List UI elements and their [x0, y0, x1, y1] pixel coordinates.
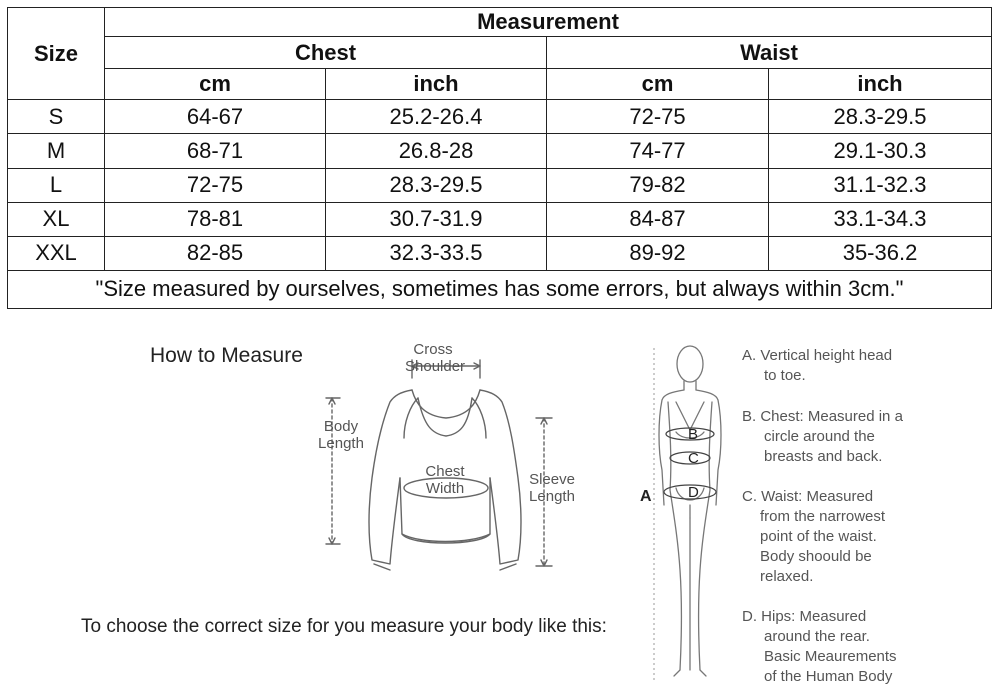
unit-header: cm — [105, 69, 326, 100]
table-cell: 74-77 — [547, 134, 769, 168]
waist-header: Waist — [547, 37, 992, 69]
size-cell: L — [8, 168, 105, 202]
table-cell: 72-75 — [547, 100, 769, 134]
measurement-legend — [742, 346, 992, 687]
chest-header: Chest — [105, 37, 547, 69]
table-row — [8, 236, 992, 270]
measurement-header: Measurement — [105, 8, 992, 37]
how-to-measure-title: How to Measure — [150, 344, 303, 367]
table-cell: 84-87 — [547, 202, 769, 236]
table-row — [8, 202, 992, 236]
table-row — [8, 134, 992, 168]
size-chart-table — [7, 7, 992, 309]
marker-b: B — [688, 426, 699, 443]
table-cell: 26.8-28 — [326, 134, 547, 168]
size-header: Size — [8, 8, 105, 100]
cross-shoulder-label: Cross Shoulder — [405, 341, 466, 375]
body-length-label: Body Length — [318, 418, 364, 452]
size-cell: XXL — [8, 236, 105, 270]
size-note: "Size measured by ourselves, sometimes has some errors, but always within 3cm." — [8, 270, 992, 308]
marker-a: A — [640, 488, 652, 505]
size-cell: S — [8, 100, 105, 134]
sleeve-length-label: Sleeve Length — [529, 471, 575, 505]
table-cell: 68-71 — [105, 134, 326, 168]
legend-item-c: C. Waist: Measured from the narrowest point of the waist. Body shoould be relaxed. — [742, 488, 886, 585]
body-figure-illustration — [640, 340, 740, 690]
table-row — [8, 100, 992, 134]
legend-item-d: D. Hips: Measured around the rear. Basic Meaurements of the Human Body — [742, 608, 897, 685]
marker-d: D — [688, 484, 699, 501]
table-cell: 89-92 — [547, 236, 769, 270]
table-cell: 28.3-29.5 — [769, 100, 992, 134]
table-cell: 64-67 — [105, 100, 326, 134]
table-cell: 25.2-26.4 — [326, 100, 547, 134]
unit-header: inch — [326, 69, 547, 100]
table-cell: 79-82 — [547, 168, 769, 202]
size-cell: XL — [8, 202, 105, 236]
table-cell: 35-36.2 — [769, 236, 992, 270]
marker-c: C — [688, 450, 699, 467]
table-cell: 72-75 — [105, 168, 326, 202]
table-cell: 31.1-32.3 — [769, 168, 992, 202]
measure-instruction: To choose the correct size for you measure your body like this: — [81, 616, 607, 637]
table-cell: 28.3-29.5 — [326, 168, 547, 202]
table-cell: 33.1-34.3 — [769, 202, 992, 236]
legend-item-a: A. Vertical height head to toe. — [742, 347, 893, 384]
table-cell: 29.1-30.3 — [769, 134, 992, 168]
legend-item-b: B. Chest: Measured in a circle around the breasts and back. — [742, 408, 903, 465]
table-cell: 78-81 — [105, 202, 326, 236]
unit-header: inch — [769, 69, 992, 100]
table-row — [8, 168, 992, 202]
chest-width-label: Chest Width — [425, 463, 465, 497]
table-cell: 32.3-33.5 — [326, 236, 547, 270]
table-cell: 82-85 — [105, 236, 326, 270]
size-cell: M — [8, 134, 105, 168]
table-cell: 30.7-31.9 — [326, 202, 547, 236]
unit-header: cm — [547, 69, 769, 100]
